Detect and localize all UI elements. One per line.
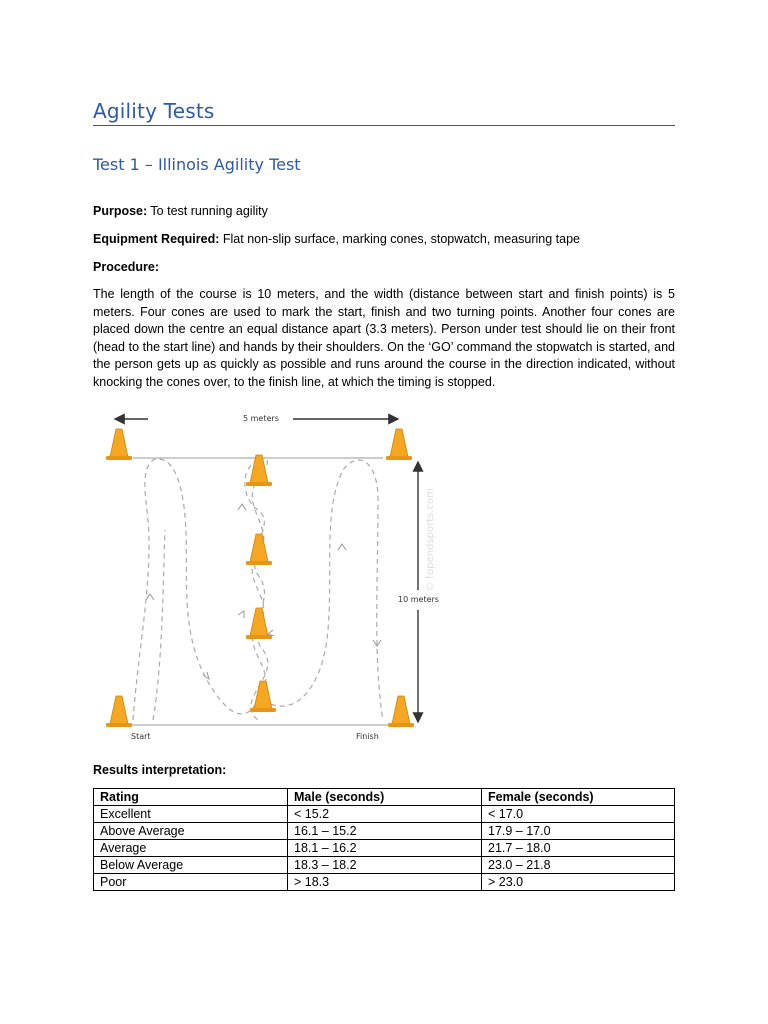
table-cell: 18.3 – 18.2 <box>288 857 482 874</box>
cone-centre-2-icon <box>246 534 272 565</box>
table-cell: > 18.3 <box>288 874 482 891</box>
cone-finish-icon <box>388 696 414 727</box>
results-table <box>93 788 675 891</box>
table-cell: 21.7 – 18.0 <box>482 840 675 857</box>
length-label: 10 meters <box>398 595 439 604</box>
table-cell: Above Average <box>94 823 288 840</box>
table-cell: Average <box>94 840 288 857</box>
table-cell: > 23.0 <box>482 874 675 891</box>
equipment-text: Flat non-slip surface, marking cones, stopwatch, measuring tape <box>219 232 580 246</box>
purpose-line <box>93 203 675 221</box>
header-female: Female (seconds) <box>482 789 675 806</box>
purpose-label: Purpose: <box>93 204 148 218</box>
watermark: © topendsports.com <box>425 488 436 592</box>
start-label: Start <box>131 732 151 741</box>
table-cell: < 15.2 <box>288 806 482 823</box>
cone-top-left-icon <box>106 429 132 460</box>
table-row <box>94 857 675 874</box>
equipment-label: Equipment Required: <box>93 232 220 246</box>
title-divider <box>93 125 675 126</box>
running-path <box>133 458 383 720</box>
procedure-label: Procedure: <box>93 260 159 274</box>
results-label: Results interpretation: <box>93 763 227 777</box>
page-title: Agility Tests <box>93 99 215 123</box>
table-cell: 17.9 – 17.0 <box>482 823 675 840</box>
table-cell: Excellent <box>94 806 288 823</box>
table-row <box>94 840 675 857</box>
table-cell: Poor <box>94 874 288 891</box>
table-cell: 23.0 – 21.8 <box>482 857 675 874</box>
purpose-text: To test running agility <box>147 204 268 218</box>
section-heading: Test 1 – Illinois Agility Test <box>93 155 301 174</box>
table-row <box>94 874 675 891</box>
table-row <box>94 806 675 823</box>
cone-centre-1-icon <box>246 455 272 486</box>
header-rating: Rating <box>94 789 288 806</box>
procedure-text: The length of the course is 10 meters, and the width (distance between start and finish points) is 5 meters. Four cones are used to mark the start, finish and two turning points. Another four cones are placed down the centre an equal distance apart (3.3 meters). Person under test should lie on their front (head to the start line) and hands by their shoulders. On the ‘GO’ command the stopwatch is started, and the person gets up as quickly as possible and runs around the course in the direction indicated, without knocking the cones over, to the finish line, at which the timing is stopped. <box>93 287 675 389</box>
agility-course-diagram <box>93 400 453 750</box>
table-row <box>94 823 675 840</box>
cone-start-icon <box>106 696 132 727</box>
finish-label: Finish <box>356 732 379 741</box>
header-male: Male (seconds) <box>288 789 482 806</box>
cone-top-right-icon <box>386 429 412 460</box>
table-header-row <box>94 789 675 806</box>
width-label: 5 meters <box>243 414 279 423</box>
table-cell: 18.1 – 16.2 <box>288 840 482 857</box>
equipment-line <box>93 231 675 249</box>
table-cell: Below Average <box>94 857 288 874</box>
table-cell: < 17.0 <box>482 806 675 823</box>
table-cell: 16.1 – 15.2 <box>288 823 482 840</box>
